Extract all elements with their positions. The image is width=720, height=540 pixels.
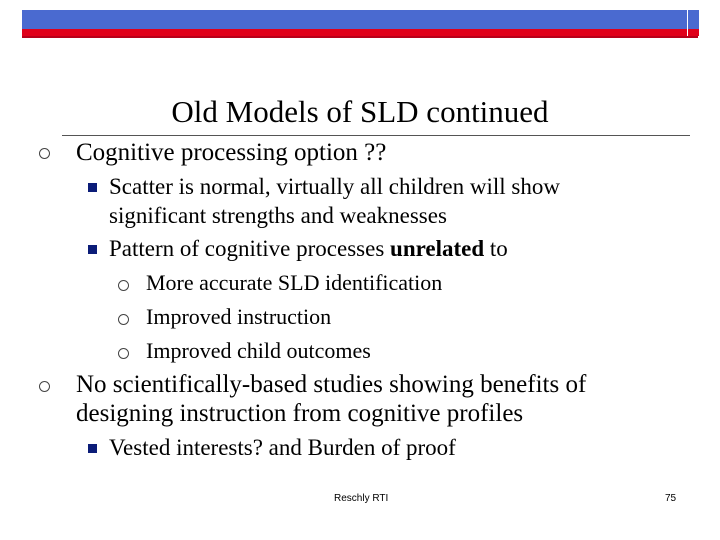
bullet-pattern (109, 234, 508, 264)
bullet-pattern-emphasis: unrelated (390, 236, 485, 261)
bullet-scatter-line2: significant strengths and weaknesses (109, 203, 447, 228)
square-bullet-icon (88, 183, 97, 192)
hollow-circle-bullet-icon (39, 148, 50, 159)
hollow-circle-bullet-icon (39, 381, 50, 392)
hollow-circle-bullet-icon (118, 280, 129, 291)
header-corner-block-blue (687, 10, 699, 29)
header-band-red (22, 29, 698, 36)
bullet-improved-outcomes: Improved child outcomes (146, 338, 371, 363)
square-bullet-icon (88, 245, 97, 254)
bullet-vested-interests: Vested interests? and Burden of proof (109, 435, 456, 460)
bullet-scatter-line1: Scatter is normal, virtually all children will show (109, 174, 560, 199)
bullet-no-studies-line1: No scientifically-based studies showing benefits of (76, 371, 587, 398)
slide-title: Old Models of SLD continued (171, 94, 549, 129)
hollow-circle-bullet-icon (118, 314, 129, 325)
bullet-pattern-text: Pattern of cognitive processes (109, 236, 391, 261)
title-divider (62, 135, 690, 136)
header-corner-block-red (687, 29, 699, 36)
footer-author: Reschly RTI (334, 493, 389, 504)
bullet-accurate-identification: More accurate SLD identification (146, 270, 443, 295)
bullet-cognitive-processing: Cognitive processing option ?? (76, 139, 387, 166)
hollow-circle-bullet-icon (118, 348, 129, 359)
bullet-improved-instruction: Improved instruction (146, 304, 332, 329)
footer-page-number: 75 (665, 493, 677, 504)
header-band-blue (22, 10, 698, 29)
square-bullet-icon (88, 444, 97, 453)
bullet-no-studies-line2: designing instruction from cognitive profiles (76, 400, 524, 427)
bullet-pattern-suffix: to (484, 236, 508, 261)
header-underline (22, 36, 698, 38)
